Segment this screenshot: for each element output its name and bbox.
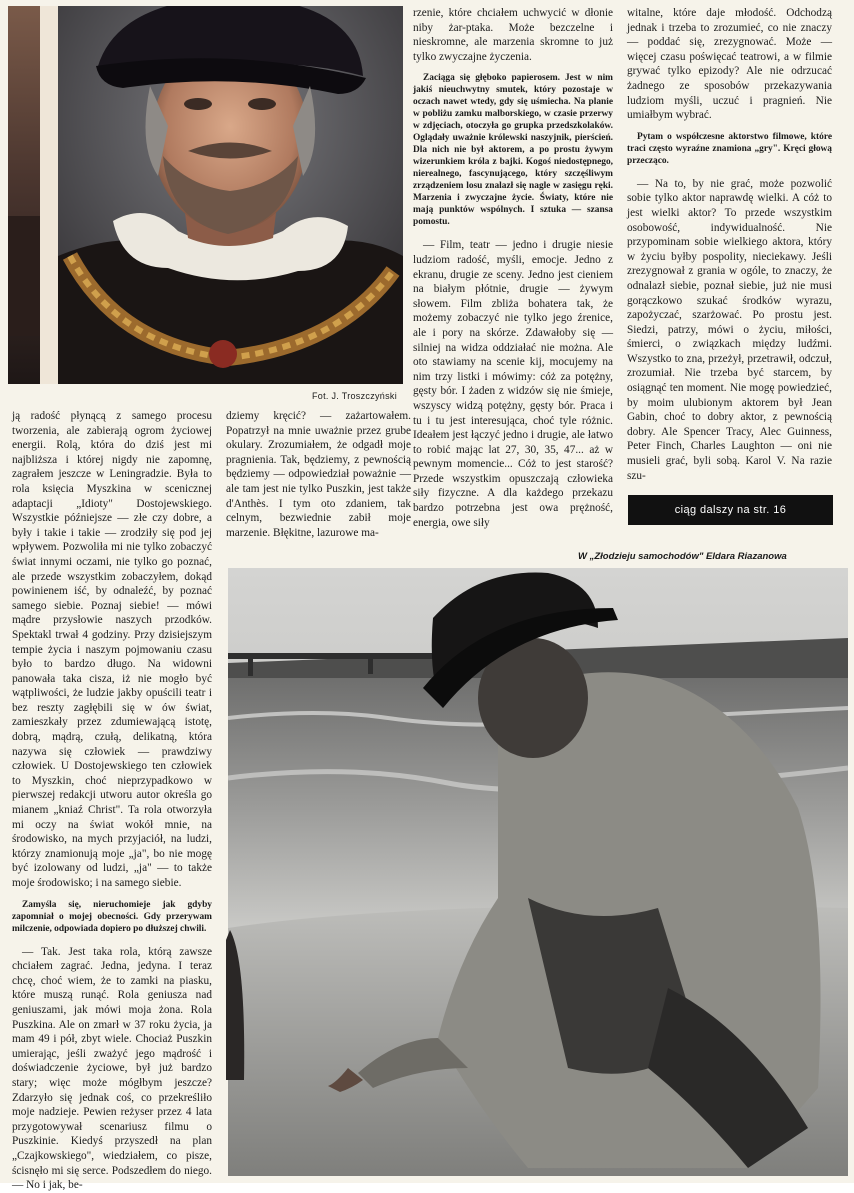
article-column-center bbox=[226, 409, 411, 540]
photo-credit: Fot. J. Troszczyński bbox=[312, 391, 398, 401]
film-still-photo bbox=[228, 568, 848, 1176]
interviewer-note: Pytam o współczesne aktorstwo filmowe, które traci często wyraźne znamiona „gry". Kręci głową przecząco. bbox=[627, 131, 832, 166]
article-column-top-a bbox=[413, 6, 613, 530]
continued-on-page-box: ciąg dalszy na str. 16 bbox=[628, 495, 833, 525]
article-column-top-b bbox=[627, 6, 832, 483]
paragraph: ją radość płynącą z samego procesu tworzenia, ale zabierają ogrom życiowej energii. Rolą, która do dziś jest mi najbliższa i której nigdy nie zapomnę, zagrałem jeszcze w Leningradzie. Była to rola księcia Myszkina w scenicznej adaptacji „Idioty" Dostojewskiego. Wszystkie późniejsze — złe czy dobre, a były i takie i takie — zrodziły się pod jej wpływem. Pozwoliła mi nie tylko zobaczyć świat innymi oczami, nie tylko go poznać, ale przede wszystkim zobaczyłem, dokąd powinienem iść, by odnaleźć, by poznać samego siebie. Poznaj siebie! — mówi mądre przysłowie naszych przodków. Spektakl trwał 4 godziny. Przy dzisiejszym tempie życia i naszym pojmowaniu czasu było to bardzo długo. Na widowni panowała taka cisza, iż nie mogło być wątpliwości, że ludzie jakby opuścili teatr i bez reszty zagłębili się w ów świat, zamieszkały przez zdumiewającą istotę, dobrą, mądrą, czułą, delikatną, która nazywa się człowiek — prawdziwy człowiek. U Dostojewskiego ten człowiek to Myszkin, choć nieprzypadkowo w pierwszej redakcji utworu autor określa go mianem „kniaź Christ". Ta rola otworzyła mi oczy na świat wokół mnie, na środowisko, na mych przyjaciół, na ludzi, którzy znamionują moje „ja", bo nie mogę być izolowany od ludzi, „ja" — to także moje środowisko; i na samego siebie. bbox=[12, 410, 212, 889]
photo-caption: W „Złodzieju samochodów" Eldara Riazanowa bbox=[578, 551, 787, 562]
interviewer-note: Zaciąga się głęboko papierosem. Jest w nim jakiś nieuchwytny smutek, który pozostaje w oczach nawet wtedy, gdy się uśmiecha. Na planie w pobliżu zamku malborskiego, w czasie przerwy w zdjęciach, otoczyła go grupka przedszkolaków. Oglądały uważnie królewski naszyjnik, pierścień. Dla nich nie był aktorem, a po prostu żywym wizerunkiem króla z bajki. Kogoś niedostępnego, nierealnego, fascynującego, który szczęśliwym zrządzeniem losu znalazł się nagle w zasięgu ręki. Marzenia i zwyczajne życie. Światy, które nie mają punktów wspólnych. I sztuka — szansa pomostu. bbox=[413, 73, 613, 228]
paragraph: — Film, teatr — jedno i drugie niesie ludziom radość, myśli, emocje. Jedno z ekranu, drugie ze sceny. Jedno jest cieniem na białym płótnie, drugie — żywym słowem. Film zbliża bohatera tak, że możemy zobaczyć nie tylko jego źrenice, ale i pory na skórze. Zdawałoby się — silniej na widza oddziałać nie można. Ale oto stawiamy na scenie kij, mocujemy na nim trzy listki i mówimy: cóż za potężny, gęsty bór. I żaden z widzów się nie śmieje, wszyscy widzą potężny, gęsty bór. Praca i tu i tu jest interesująca, choć tyle różnic. Ideałem jest łączyć jedno i drugie, ale łatwo to robić mając lat 27, 30, 35, 47... aż w pewnym momencie... Cóż to jest starość? Przede wszystkim opuszczają człowieka siły fizyczne. A dla każdego przekazu bardzo potrzebna jest owa prężność, energia, owe siły bbox=[413, 239, 613, 529]
paragraph: rzenie, które chciałem uchwycić w dłonie niby żar-ptaka. Może bezczelne i nieskromne, ale marzenia skromne to już tylko zwyczajne życzenia. bbox=[413, 7, 613, 63]
photo-edge-figure bbox=[226, 930, 248, 1080]
portrait-photo bbox=[58, 6, 403, 384]
paragraph: dziemy kręcić? — zażartowałem. Popatrzył na mnie uważnie przez grube okulary. Zrozumiałem, że odgadł moje pragnienia. Tak, będziemy, z pewnością będziemy — odpowiedział poważnie — ale tam jest nie tylko Puszkin, jest także d'Anthès. I tym oto zdaniem, tak celnym, bezwiednie zabił moje marzenie. Błękitne, lazurowe ma- bbox=[226, 410, 411, 539]
paragraph: witalne, które daje młodość. Odchodzą jednak i trzeba to zrozumieć, co nie znaczy — poddać się, zrezygnować. Może — więcej czasu poświęcać teatrowi, a w filmie grywać tylko epizody? Ale nie odrzucać żadnego ze sposobów przekazywania ludziom myśli, uczuć i pragnień. Nie umiałbym wybrać. bbox=[627, 7, 832, 122]
paragraph: — Na to, by nie grać, może pozwolić sobie tylko aktor naprawdę wielki. A cóż to jest wielki aktor? To przede wszystkim osobowość, indywidualność. Nie przypominam sobie wielkiego aktora, który w życiu byłby pospolity, nieciekawy. Jeśli zrezygnował z grania w ogóle, to znaczy, że odnalazł siebie, poznał siebie, już nie musi gorączkowo szukać środków wyrazu, zapożyczać, szarżować. Po prostu jest. Siedzi, patrzy, mówi o życiu, miłości, śmierci, o związkach między ludźmi. Wszystko to zna, przeżył, przetrawił, odczuł, zrozumiał. Nie trzeba być starcem, by osiągnąć ten moment. Nie mogę powiedzieć, by moim ulubionym aktorem był Jean Gabin, choć to dobry aktor, z pewnością dobry. Ale Spencer Tracy, Alec Guinness, Peter Finch, Charles Laughton — oni nie musieli grać, byli sobą. Karol V. Na razie szu- bbox=[627, 177, 832, 482]
paragraph: — Tak. Jest taka rola, którą zawsze chciałem zagrać. Jedna, jedyna. I teraz chcę, choć wiem, że to zamki na piasku, które muszą runąć. Rola geniusza nad geniuszami, jak mówi moja żona. Rola Puszkina. Ale on zmarł w 37 roku życia, ja mam 49 i pół, zbyt wiele. Chociaż Puszkin umierając, jeśli zważyć jego mądrość i doświadczenie życiowe, był już bardzo stary; więc może mógłbym jeszcze? Zdarzyło się jednak coś, co przekreśliło moje nadzieje. Pewien reżyser przez 4 lata przygotowywał scenariusz filmu o Puszkinie. Kiedyś przyszedł na plan „Czajkowskiego", wiedziałem, co pisze, ścisnęło mi się serce. Podszedłem do niego. — No i jak, be- bbox=[12, 945, 212, 1192]
left-strip-photo bbox=[8, 6, 58, 384]
interviewer-note: Zamyśla się, nieruchomieje jak gdyby zapomniał o mojej obecności. Gdy przerywam milczenie, odpowiada dopiero po dłuższej chwili. bbox=[12, 899, 212, 934]
article-column-left bbox=[12, 409, 212, 1193]
